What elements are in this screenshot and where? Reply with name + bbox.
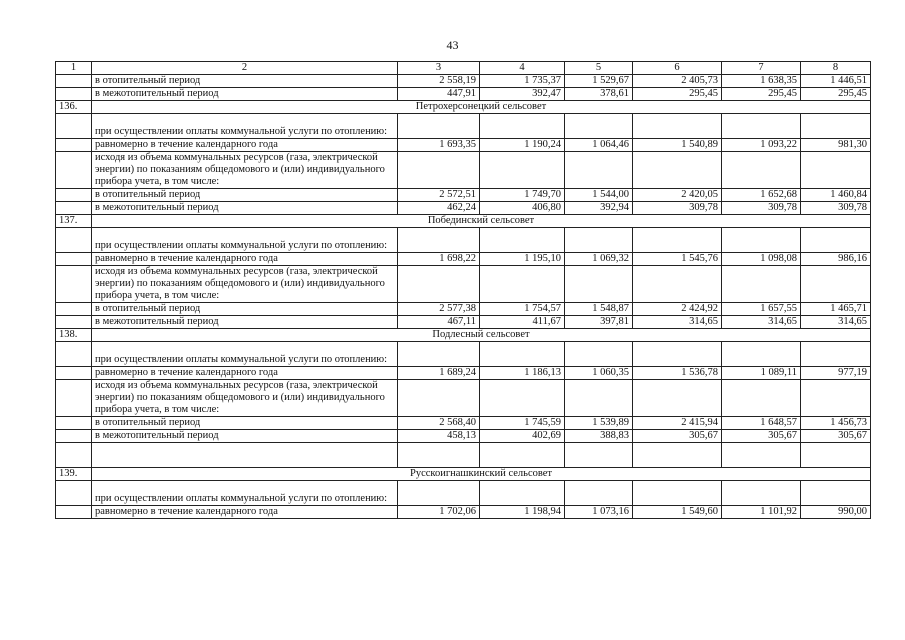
value-cell: 392,94 — [565, 202, 633, 215]
row-label: в межотопительный период — [92, 430, 398, 443]
table-body — [56, 62, 871, 519]
row-label: в отопительный период — [92, 417, 398, 430]
table-row — [56, 88, 871, 101]
row-number — [56, 88, 92, 101]
value-cell: 1 460,84 — [801, 189, 871, 202]
empty-cell — [722, 152, 801, 189]
value-cell: 2 568,40 — [398, 417, 480, 430]
value-cell: 2 572,51 — [398, 189, 480, 202]
empty-cell — [398, 228, 480, 253]
empty-cell — [565, 152, 633, 189]
value-cell: 1 539,89 — [565, 417, 633, 430]
row-number — [56, 202, 92, 215]
empty-cell — [398, 342, 480, 367]
empty-cell — [633, 380, 722, 417]
row-number — [56, 417, 92, 430]
row-number — [56, 316, 92, 329]
value-cell: 1 456,73 — [801, 417, 871, 430]
empty-cell — [722, 342, 801, 367]
empty-cell — [722, 266, 801, 303]
value-cell: 1 190,24 — [480, 139, 565, 152]
empty-cell — [801, 152, 871, 189]
value-cell: 392,47 — [480, 88, 565, 101]
row-number — [56, 481, 92, 506]
row-number — [56, 75, 92, 88]
row-number — [56, 367, 92, 380]
empty-cell — [801, 380, 871, 417]
table-row — [56, 481, 871, 506]
value-cell: 1 745,59 — [480, 417, 565, 430]
value-cell: 1 702,06 — [398, 506, 480, 519]
value-cell: 1 544,00 — [565, 189, 633, 202]
empty-cell — [398, 266, 480, 303]
row-label: в межотопительный период — [92, 316, 398, 329]
value-cell: 1 446,51 — [801, 75, 871, 88]
value-cell: 1 638,35 — [722, 75, 801, 88]
section-number: 137. — [56, 215, 92, 228]
row-label: при осуществлении оплаты коммунальной услуги по отоплению: — [92, 114, 398, 139]
table-row — [56, 367, 871, 380]
empty-cell — [565, 114, 633, 139]
empty-cell — [722, 228, 801, 253]
empty-cell — [801, 481, 871, 506]
value-cell: 314,65 — [801, 316, 871, 329]
row-number — [56, 303, 92, 316]
value-cell: 411,67 — [480, 316, 565, 329]
empty-cell — [565, 342, 633, 367]
table-row — [56, 303, 871, 316]
row-number — [56, 430, 92, 443]
empty-cell — [801, 443, 871, 468]
value-cell: 295,45 — [722, 88, 801, 101]
row-number — [56, 266, 92, 303]
section-number: 139. — [56, 468, 92, 481]
empty-cell — [722, 380, 801, 417]
value-cell: 2 420,05 — [633, 189, 722, 202]
row-number — [56, 228, 92, 253]
row-number — [56, 152, 92, 189]
value-cell: 1 529,67 — [565, 75, 633, 88]
table-row — [56, 430, 871, 443]
value-cell: 990,00 — [801, 506, 871, 519]
row-label: исходя из объема коммунальных ресурсов (газа, электрической энергии) по показаниям общедомового и (или) индивидуального прибора учета, в том числе: — [92, 152, 398, 189]
row-label: в отопительный период — [92, 75, 398, 88]
row-label: равномерно в течение календарного года — [92, 367, 398, 380]
empty-cell — [633, 266, 722, 303]
row-label: при осуществлении оплаты коммунальной услуги по отоплению: — [92, 228, 398, 253]
value-cell: 1 689,24 — [398, 367, 480, 380]
header-cell: 7 — [722, 62, 801, 75]
value-cell: 1 093,22 — [722, 139, 801, 152]
empty-cell — [480, 114, 565, 139]
empty-cell — [480, 481, 565, 506]
value-cell: 1 749,70 — [480, 189, 565, 202]
value-cell: 295,45 — [801, 88, 871, 101]
section-number: 136. — [56, 101, 92, 114]
header-cell: 8 — [801, 62, 871, 75]
value-cell: 295,45 — [633, 88, 722, 101]
value-cell: 1 652,68 — [722, 189, 801, 202]
empty-cell — [722, 443, 801, 468]
table-row — [56, 506, 871, 519]
row-label: равномерно в течение календарного года — [92, 139, 398, 152]
row-label: исходя из объема коммунальных ресурсов (газа, электрической энергии) по показаниям общедомового и (или) индивидуального прибора учета, в том числе: — [92, 266, 398, 303]
row-label: равномерно в течение календарного года — [92, 506, 398, 519]
value-cell: 1 657,55 — [722, 303, 801, 316]
row-number — [56, 139, 92, 152]
value-cell: 1 069,32 — [565, 253, 633, 266]
section-title: Петрохерсонецкий сельсовет — [92, 101, 871, 114]
table-row — [56, 342, 871, 367]
row-label: в отопительный период — [92, 303, 398, 316]
value-cell: 2 577,38 — [398, 303, 480, 316]
row-label: исходя из объема коммунальных ресурсов (газа, электрической энергии) по показаниям общедомового и (или) индивидуального прибора учета, в том числе: — [92, 380, 398, 417]
value-cell: 309,78 — [801, 202, 871, 215]
spacer-row — [56, 443, 871, 468]
empty-cell — [565, 481, 633, 506]
value-cell: 406,80 — [480, 202, 565, 215]
table-row — [56, 316, 871, 329]
table-row — [56, 114, 871, 139]
row-number — [56, 114, 92, 139]
section-title: Побединский сельсовет — [92, 215, 871, 228]
empty-cell — [398, 114, 480, 139]
row-number — [56, 380, 92, 417]
empty-cell — [633, 443, 722, 468]
empty-cell — [633, 481, 722, 506]
empty-cell — [398, 152, 480, 189]
table-row — [56, 417, 871, 430]
empty-cell — [56, 443, 92, 468]
value-cell: 1 754,57 — [480, 303, 565, 316]
empty-cell — [633, 114, 722, 139]
empty-cell — [565, 443, 633, 468]
empty-cell — [480, 266, 565, 303]
section-number: 138. — [56, 329, 92, 342]
section-row — [56, 468, 871, 481]
header-cell: 3 — [398, 62, 480, 75]
value-cell: 2 415,94 — [633, 417, 722, 430]
table-row — [56, 139, 871, 152]
value-cell: 1 536,78 — [633, 367, 722, 380]
section-row — [56, 329, 871, 342]
empty-cell — [633, 342, 722, 367]
value-cell: 1 465,71 — [801, 303, 871, 316]
value-cell: 1 545,76 — [633, 253, 722, 266]
row-label: при осуществлении оплаты коммунальной услуги по отоплению: — [92, 342, 398, 367]
header-cell: 5 — [565, 62, 633, 75]
value-cell: 447,91 — [398, 88, 480, 101]
value-cell: 2 424,92 — [633, 303, 722, 316]
page-number: 43 — [446, 38, 459, 52]
value-cell: 1 548,87 — [565, 303, 633, 316]
value-cell: 1 073,16 — [565, 506, 633, 519]
value-cell: 462,24 — [398, 202, 480, 215]
value-cell: 2 405,73 — [633, 75, 722, 88]
empty-cell — [565, 228, 633, 253]
empty-cell — [480, 228, 565, 253]
row-number — [56, 342, 92, 367]
table-row — [56, 202, 871, 215]
empty-cell — [92, 443, 398, 468]
value-cell: 314,65 — [722, 316, 801, 329]
value-cell: 309,78 — [633, 202, 722, 215]
row-label: при осуществлении оплаты коммунальной услуги по отоплению: — [92, 481, 398, 506]
value-cell: 314,65 — [633, 316, 722, 329]
value-cell: 305,67 — [722, 430, 801, 443]
table-row — [56, 75, 871, 88]
value-cell: 981,30 — [801, 139, 871, 152]
table-row — [56, 266, 871, 303]
row-label: в межотопительный период — [92, 88, 398, 101]
row-label: в отопительный период — [92, 189, 398, 202]
value-cell: 1 693,35 — [398, 139, 480, 152]
table-row — [56, 152, 871, 189]
header-cell: 4 — [480, 62, 565, 75]
value-cell: 305,67 — [801, 430, 871, 443]
empty-cell — [633, 228, 722, 253]
value-cell: 305,67 — [633, 430, 722, 443]
empty-cell — [801, 342, 871, 367]
table-row — [56, 228, 871, 253]
value-cell: 1 648,57 — [722, 417, 801, 430]
value-cell: 986,16 — [801, 253, 871, 266]
row-number — [56, 189, 92, 202]
value-cell: 1 098,08 — [722, 253, 801, 266]
empty-cell — [480, 380, 565, 417]
value-cell: 397,81 — [565, 316, 633, 329]
row-number — [56, 506, 92, 519]
header-cell: 2 — [92, 62, 398, 75]
tariff-table — [55, 61, 871, 519]
row-label: в межотопительный период — [92, 202, 398, 215]
section-title: Русскоигнашкинский сельсовет — [92, 468, 871, 481]
section-row — [56, 101, 871, 114]
value-cell: 1 195,10 — [480, 253, 565, 266]
empty-cell — [633, 152, 722, 189]
empty-cell — [722, 481, 801, 506]
empty-cell — [801, 228, 871, 253]
empty-cell — [565, 266, 633, 303]
empty-cell — [565, 380, 633, 417]
empty-cell — [398, 380, 480, 417]
value-cell: 467,11 — [398, 316, 480, 329]
empty-cell — [480, 152, 565, 189]
section-row — [56, 215, 871, 228]
table-header-row — [56, 62, 871, 75]
value-cell: 1 198,94 — [480, 506, 565, 519]
empty-cell — [801, 114, 871, 139]
value-cell: 402,69 — [480, 430, 565, 443]
value-cell: 977,19 — [801, 367, 871, 380]
value-cell: 1 540,89 — [633, 139, 722, 152]
row-label: равномерно в течение календарного года — [92, 253, 398, 266]
value-cell: 309,78 — [722, 202, 801, 215]
empty-cell — [480, 342, 565, 367]
table-row — [56, 189, 871, 202]
empty-cell — [480, 443, 565, 468]
value-cell: 388,83 — [565, 430, 633, 443]
value-cell: 1 089,11 — [722, 367, 801, 380]
value-cell: 1 186,13 — [480, 367, 565, 380]
empty-cell — [722, 114, 801, 139]
table-row — [56, 380, 871, 417]
section-title: Подлесный сельсовет — [92, 329, 871, 342]
value-cell: 2 558,19 — [398, 75, 480, 88]
value-cell: 1 549,60 — [633, 506, 722, 519]
row-number — [56, 253, 92, 266]
empty-cell — [801, 266, 871, 303]
header-cell: 6 — [633, 62, 722, 75]
value-cell: 458,13 — [398, 430, 480, 443]
value-cell: 1 060,35 — [565, 367, 633, 380]
header-cell: 1 — [56, 62, 92, 75]
empty-cell — [398, 443, 480, 468]
value-cell: 1 101,92 — [722, 506, 801, 519]
value-cell: 1 064,46 — [565, 139, 633, 152]
value-cell: 1 735,37 — [480, 75, 565, 88]
value-cell: 378,61 — [565, 88, 633, 101]
value-cell: 1 698,22 — [398, 253, 480, 266]
table-row — [56, 253, 871, 266]
empty-cell — [398, 481, 480, 506]
